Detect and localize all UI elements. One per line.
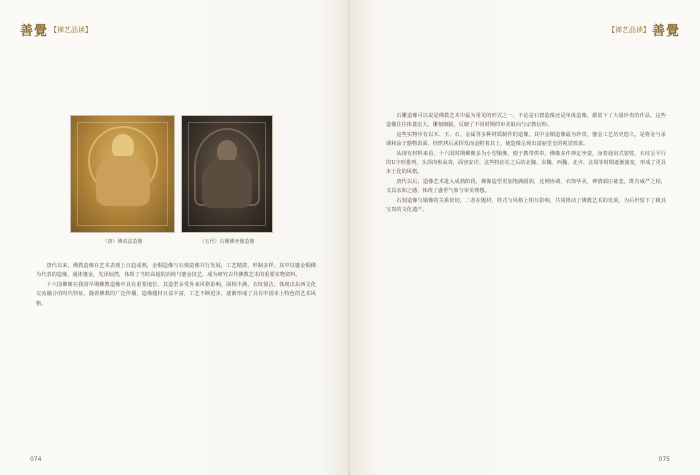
figure-caption: （唐）佛说法造像 (102, 239, 143, 245)
figure-frame (188, 122, 266, 226)
paragraph: 从现有材料来看，十六国时期佛像多为小型铜像，便于携带供奉。佛像多作禅定坐姿，身着通肩式袈裟，衣纹呈平行的U字形排列，头顶肉髻高耸，面容安详。这些特征在之后的北魏、东魏、西魏、北齐、北周等时期逐渐演变，形成了更具本土化的风格。 (386, 150, 666, 176)
left-brand (20, 20, 92, 39)
paragraph: 唐代以来，佛教造像在艺术表现上日趋成熟，金铜造像与石刻造像并行发展，工艺精湛，形制多样。其中以鎏金铜佛为代表的造像，通体鎏金，光泽灿然，体现了当时高超的冶铸与鎏金技艺，成为研究古代佛教艺术的重要实物资料。 (36, 263, 316, 279)
paragraph: 这些实物中有以木、玉、石、金属等多种材质制作的造像，其中金铜造像最为珍贵。鎏金工艺历史悠久，是将金与汞调和涂于器物表面，经烘烤后汞挥发而金附着其上，使造像呈现出富丽堂皇的视觉效果。 (386, 131, 666, 148)
figure-caption: （五代）石雕佛坐像造像 (199, 239, 255, 245)
paragraph: 石雕造像可以说是佛教艺术中最为常见的形式之一，不论是石窟造像还是单体造像，都留下了大量珍贵的作品。这些造像往往体量宏大，雕刻细腻，反映了不同时期的审美取向与宗教信仰。 (386, 113, 666, 129)
brand-section-label: 【禅艺品读】 (607, 25, 650, 34)
paragraph: 石刻造像与铜像的关系密切，二者在题材、样式与风格上相互影响，共同推动了佛教艺术的发展，为后世留下了极其宝贵的文化遗产。 (386, 197, 666, 214)
body-text (386, 112, 666, 458)
right-brand (608, 20, 680, 39)
brand-logo: 善覺 (20, 24, 49, 39)
body-text (36, 262, 316, 458)
brand-logo: 善覺 (651, 24, 680, 39)
right-page (350, 0, 700, 475)
figure-frame (77, 122, 168, 226)
brand-section-label: 【禅艺品读】 (50, 25, 93, 34)
page-number: 074 (30, 456, 42, 463)
figure-stone-buddha (181, 115, 273, 233)
page-number: 075 (658, 456, 670, 463)
figure-buddha-preaching (70, 115, 175, 233)
paragraph: 唐代以后，造像艺术进入成熟阶段，佛像造型更加饱满圆润，比例协调，衣饰华美，神情端庄慈悲，既有威严之相，又具亲和之感，体现了盛世气象与审美理想。 (386, 178, 666, 195)
paragraph: 十六国佛像在我国早期佛教造像中具有重要地位，其造型多受外来风格影响，面相丰满，衣纹简洁，体现出东西文化交流融合的时代特征。随着佛教的广泛传播，造像题材日益丰富，工艺不断进步，逐渐形成了具有中国本土特色的艺术风格。 (36, 281, 316, 307)
